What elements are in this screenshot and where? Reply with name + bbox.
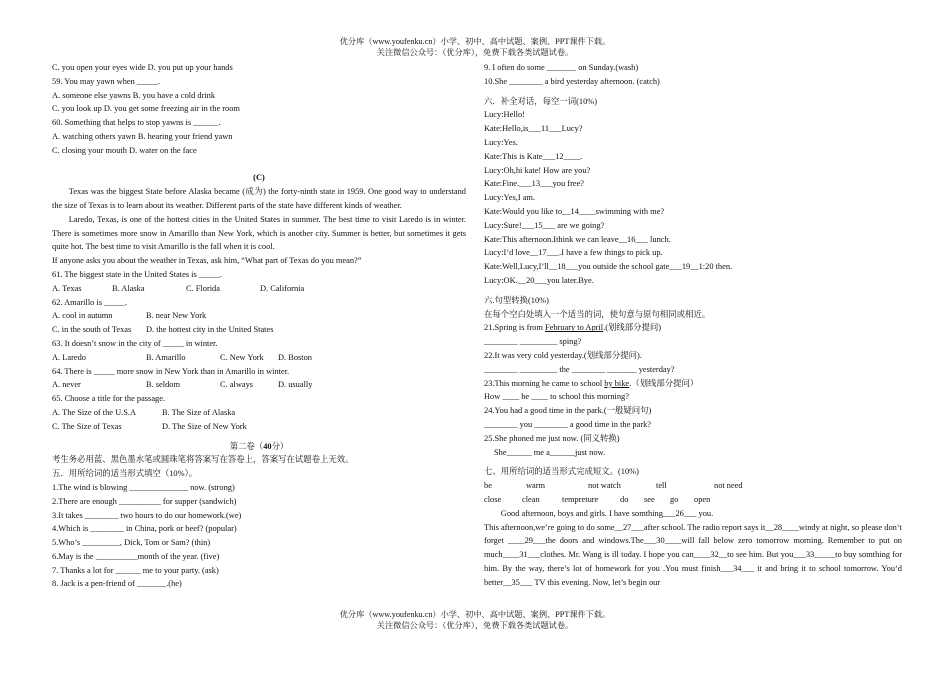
option: D. the hottest city in the United States [146,325,274,335]
list-item: 10.She ________ a bird yesterday afternoon. (catch) [484,76,660,86]
q23-note: .（划线部分提问） [629,378,699,388]
list-item: 9. I often do some _______ on Sunday.(wash) [484,63,639,72]
passage-paragraph: If anyone asks you about the weather in Texas, ask him, “What part of Texas do you mean?” [52,256,362,266]
answer-line: How ____ he ____ to school this morning? [484,392,629,402]
word-bank-item: not need [714,481,743,491]
option: A. Laredo [52,352,86,362]
question-60: 60. Something that helps to stop yawns is ______. [52,118,221,128]
passage-paragraph: Laredo, Texas, is one of the hottest cities in the United States in summer. The best time to visit Laredo is in winter. There is sometimes more snow in Amarillo than New York, which is another city. Summer is better, but sometimes it gets quite hot. The best time to visit Amarillo is the fall when it is cool. [52,214,466,252]
dialogue-line: Lucy:Yes,I am. [484,193,536,203]
list-item: 1.The wind is blowing ______________ now. (strong) [52,482,235,492]
option: C. always [220,380,254,390]
option: C. Florida [186,283,220,293]
left-column [52,61,466,591]
part-2-note: 考生务必用蓝、黑色墨水笔或圆珠笔将答案写在答卷上，答案写在试题卷上无效。 [52,455,354,465]
header-line-1: 优分库（www.youfenku.cn）小学、初中、高中试题、案例、PPT课件下载。 [339,37,611,46]
question-62: 62. Amarillo is _____. [52,297,128,307]
question-25: 25.She phoned me just now. (同义转换) [484,433,620,443]
dialogue-line: Kate:This afternoon.Ithink we can leave__16___ lunch. [484,234,671,244]
option: D. The Size of New York [162,421,247,431]
word-bank-row [484,493,902,507]
word-bank-item: clean [522,494,540,504]
dialogue-line: Kate:Well,Lucy,I’ll__18___you outside the school gate___19__1:20 then. [484,262,733,272]
word-bank-item: go [670,494,679,504]
dialogue-line: Kate:Fine.___13___you free? [484,179,585,189]
option: A. The Size of the U.S.A [52,407,137,417]
word-bank-item: open [694,494,711,504]
list-item: 3.It takes ________ two hours to do our homework.(we) [52,510,242,520]
right-column [484,61,902,589]
question-61: 61. The biggest state in the United States is _____. [52,269,222,279]
options-row [52,282,466,296]
options-row [52,420,466,434]
footer-line-1: 优分库（www.youfenku.cn）小学、初中、高中试题、案例、PPT课件下载。 [339,610,611,619]
dialogue-line: Lucy:OK.__20___you later.Bye. [484,275,594,285]
page-footer [0,609,950,631]
word-bank-row [484,479,902,493]
options-row [52,378,466,392]
list-item: 7. Thanks a lot for ______ me to your party. (ask) [52,565,219,575]
dialogue-line: Lucy:Sure!___15___ are we going? [484,220,605,230]
passage-paragraph: Texas was the biggest State before Alaska became (成为) the forty-ninth state in 1959. One good way to understand the size of Texas is to learn about its weather. Different parts of the state have different kinds of weather. [52,187,466,210]
list-item: 6.May is the __________month of the year. (five) [52,551,220,561]
list-item: 4.Which is ________ in China, pork or beef? (popular) [52,524,237,534]
footer-line-2: 关注微信公众号：（优分库），免费下载各类试题试卷。 [376,621,574,630]
word-bank-item: tell [656,481,667,491]
header-line-2: 关注微信公众号：（优分库），免费下载各类试题试卷。 [376,48,574,57]
answer-line: ________ _________ sping? [484,337,582,347]
q23-underlined: by bike [604,378,630,388]
part-2-heading [52,440,466,454]
option: D. Boston [278,352,312,362]
section-6b-title: 六.句型转换(10%) [484,295,549,305]
options-row [52,351,466,365]
question-23 [484,377,902,391]
q21-text: 21.Spring is from [484,323,545,333]
page-header [0,36,950,58]
question-64: 64. There is _____ more snow in New York than in Amarillo in winter. [52,366,290,376]
dialogue-line: Lucy:Yes. [484,137,518,147]
dialogue-line: Lucy:Hello! [484,110,525,120]
word-bank-item: do [620,494,629,504]
option: D. California [260,283,305,293]
dialogue-line: Kate:This is Kate___12____. [484,151,583,161]
part-2-points: 40 [263,441,272,451]
q21-underlined: February to April [544,323,604,333]
list-item: 5.Who’s _________, Dick, Tom or Sam? (thin) [52,538,211,548]
word-bank-item: warm [526,481,546,491]
question-22: 22.It was very cold yesterday.(划线部分提问). [484,350,642,360]
part-2-title-a: 第二卷（ [229,441,264,451]
word-bank-item: be [484,481,492,491]
option: A. never [52,380,81,390]
list-item: 8. Jack is a pen-friend of _______.(he) [52,579,182,589]
option: C. New York [220,352,264,362]
dialogue-line: Lucy:Oh,hi kate! How are you? [484,165,591,175]
question-65: 65. Choose a title for the passage. [52,394,166,404]
answer-line: ________ _________ the ________ _______ yesterday? [484,364,675,374]
section-5-title: 五．用所给词的适当形式填空（10%）。 [52,469,198,479]
answer-line: She______ me a______just now. [494,447,606,457]
dialogue-line: Kate:Hello,is___11___Lucy? [484,124,583,134]
question-63: 63. It doesn’t snow in the city of _____ in winter. [52,338,218,348]
option: B. near New York [146,311,207,321]
word-bank-item: not watch [588,481,621,491]
option: B. seldom [146,380,180,390]
section-6b-note: 在每个空白处填入一个适当的词，使句意与原句相同或相近。 [484,309,711,319]
option: D. usually [278,380,313,390]
part-2-title-c: 分） [271,441,289,451]
question-59: 59. You may yawn when _____. [52,76,160,86]
option: B. Alaska [112,283,145,293]
option: C. in the south of Texas [52,325,132,335]
option: A. Texas [52,283,82,293]
option: B. The Size of Alaska [162,407,236,417]
dialogue-line: Lucy:I’d love__17___.I have a few things to pick up. [484,248,663,258]
word-bank-item: see [644,494,655,504]
section-6-title: 六．补全对话，每空一词(10%) [484,96,598,106]
text-line: A. watching others yawn B. hearing your friend yawn [52,131,233,141]
options-row [52,309,466,323]
text-line: C. closing your mouth D. water on the face [52,145,197,155]
options-row [52,406,466,420]
q21-note: .(划线部分提问) [603,323,662,333]
dialogue-line: Kate:Would you like to__14____swimming with me? [484,206,665,216]
answer-line: ________ you ________ a good time in the park? [484,419,652,429]
option: C. The Size of Texas [52,421,122,431]
question-21 [484,321,902,335]
option: B. Amarillo [146,352,186,362]
word-bank-item: close [484,494,502,504]
text-line: A. someone else yawns B. you have a cold drink [52,90,216,100]
text-line: C. you look up D. you get some freezing air in the room [52,104,240,114]
q23-text: 23.This morning he came to school [484,378,605,388]
section-7-title: 七、用所给词的适当形式完成短文。(10%) [484,467,639,477]
word-bank-item: tempreture [562,494,599,504]
question-24: 24.You had a good time in the park.(一般疑问句) [484,406,652,416]
option: A. cool in autumn [52,311,113,321]
passage-paragraph: This afternoon,we’re going to do some__27___after school. The radio report says it__28____windy at night, so please don‘t forget ____29___the doors and windows.The___30____will fall below zero tomorrow morning. Remember to put on much____31___clothes. Mr. Wang is ill today. I hope you can____32__to see him. But you___33_____to buy somthing for him. By the way, there’s lot of homework for you .You must finish___34___ it and bring it to school tomorrow. You‘d better__35___ TV this evening. Now, let’s begin our [484,522,902,587]
text-line: C. you open your eyes wide D. you put up your hands [52,63,233,72]
section-c-heading: (C) [253,173,265,183]
passage-paragraph: Good afternoon, boys and girls. I have somthing___26___ you. [500,508,714,518]
options-row [52,323,466,337]
list-item: 2.There are enough __________ for supper (sandwich) [52,496,237,506]
